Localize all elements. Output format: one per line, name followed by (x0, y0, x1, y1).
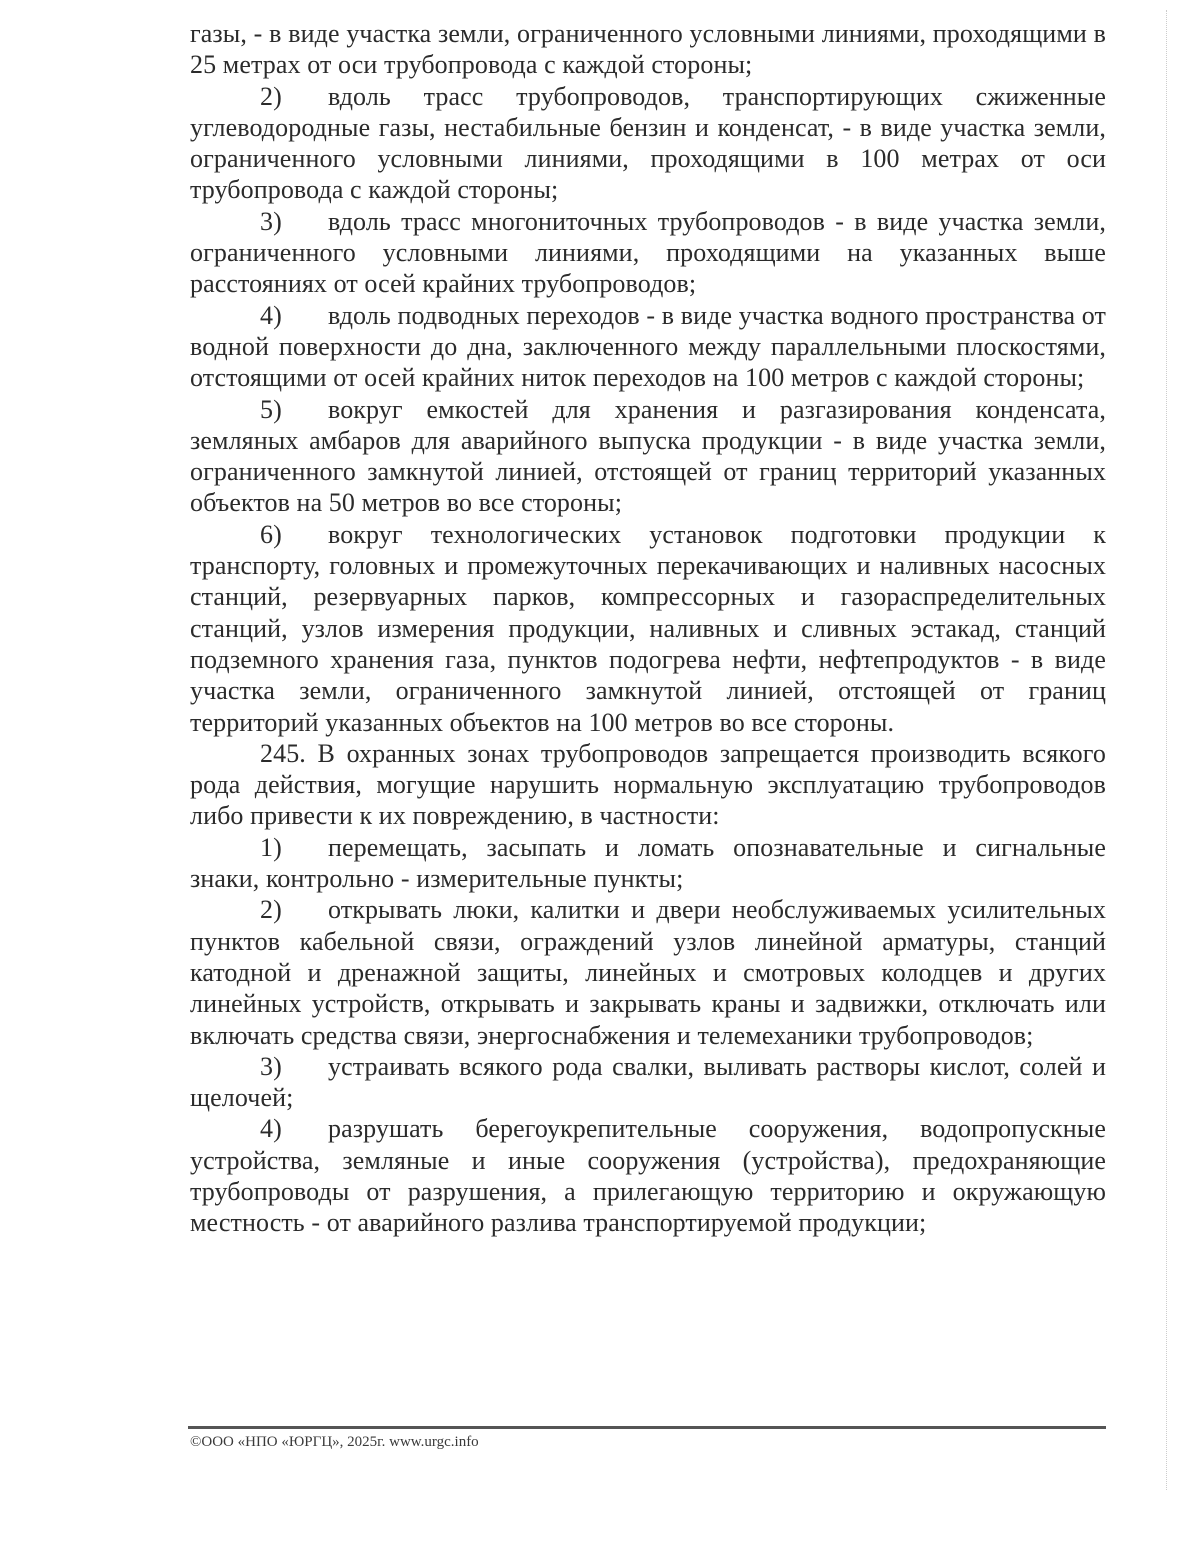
prohibition-item-1 (190, 832, 1106, 895)
item-text: разрушать берегоукрепительные сооружения, водопропускные устройства, земляные и иные сооружения (устройства), предохраняющие трубопроводы от разрушения, а прилегающую территорию и окружающую местность - от аварийного разлива транспортируемой продукции; (190, 1114, 1106, 1238)
prohibition-item-4 (190, 1113, 1106, 1238)
clause-245: 245. В охранных зонах трубопроводов запрещается производить всякого рода действия, могущие нарушить нормальную эксплуатацию трубопроводов либо привести к их повреждению, в частности: (190, 738, 1106, 831)
item-number: 5) (260, 394, 282, 424)
scan-edge (1166, 10, 1167, 1490)
zone-item-6 (190, 519, 1106, 738)
zone-item-5 (190, 394, 1106, 519)
item-text: вдоль трасс трубопроводов, транспортирующих сжиженные углеводородные газы, нестабильные бензин и конденсат, - в виде участка земли, ограниченного условными линиями, проходящими в 100 метрах от оси трубопровода с каждой стороны; (190, 81, 1106, 205)
item-number: 6) (260, 519, 282, 549)
item-text: перемещать, засыпать и ломать опознавательные и сигнальные знаки, контрольно - измерительные пункты; (190, 832, 1106, 894)
item-text: открывать люки, калитки и двери необслуживаемых усилительных пунктов кабельной связи, ограждений узлов линейной арматуры, станций катодной и дренажной защиты, линейных и смотровых колодцев и других линейных устройств, открывать и закрывать краны и задвижки, отключать или включать средства связи, энергоснабжения и телемеханики трубопроводов; (190, 895, 1106, 1050)
item-text: вокруг технологических установок подготовки продукции к транспорту, головных и промежуточных перекачивающих и наливных насосных станций, резервуарных парков, компрессорных и газораспределительных станций, узлов измерения продукции, наливных и сливных эстакад, станций подземного хранения газа, пунктов подогрева нефти, нефтепродуктов - в виде участка земли, ограниченного замкнутой линией, отстоящей от границ территорий указанных объектов на 100 метров во все стороны. (190, 519, 1106, 737)
item-number: 1) (260, 832, 282, 862)
zone-item-3 (190, 206, 1106, 300)
paragraph-intro: газы, - в виде участка земли, ограниченного условными линиями, проходящими в 25 метрах от оси трубопровода с каждой стороны; (190, 19, 1106, 80)
item-text: устраивать всякого рода свалки, выливать растворы кислот, солей и щелочей; (190, 1051, 1106, 1113)
item-number: 3) (260, 1051, 282, 1081)
item-number: 2) (260, 81, 282, 111)
zone-item-4 (190, 300, 1106, 394)
footer-divider (188, 1426, 1106, 1429)
item-text: вокруг емкостей для хранения и разгазирования конденсата, земляных амбаров для аварийного выпуска продукции - в виде участка земли, ограниченного замкнутой линией, отстоящей от границ территорий указанных объектов на 50 метров во все стороны; (190, 394, 1106, 518)
footer-copyright: ©ООО «НПО «ЮРГЦ», 2025г. www.urgc.info (190, 1434, 479, 1450)
document-body (190, 18, 1106, 1239)
zone-item-2 (190, 81, 1106, 206)
item-number: 4) (260, 1114, 282, 1144)
item-number: 4) (260, 300, 282, 330)
item-number: 3) (260, 206, 282, 236)
prohibition-item-3 (190, 1051, 1106, 1114)
prohibition-item-2 (190, 894, 1106, 1050)
item-text: вдоль трасс многониточных трубопроводов - в виде участка земли, ограниченного условными линиями, проходящими на указанных выше расстояниях от осей крайних трубопроводов; (190, 206, 1106, 299)
item-number: 2) (260, 895, 282, 925)
item-text: вдоль подводных переходов - в виде участка водного пространства от водной поверхности до дна, заключенного между параллельными плоскостями, отстоящими от осей крайних ниток переходов на 100 метров с каждой стороны; (190, 300, 1106, 393)
